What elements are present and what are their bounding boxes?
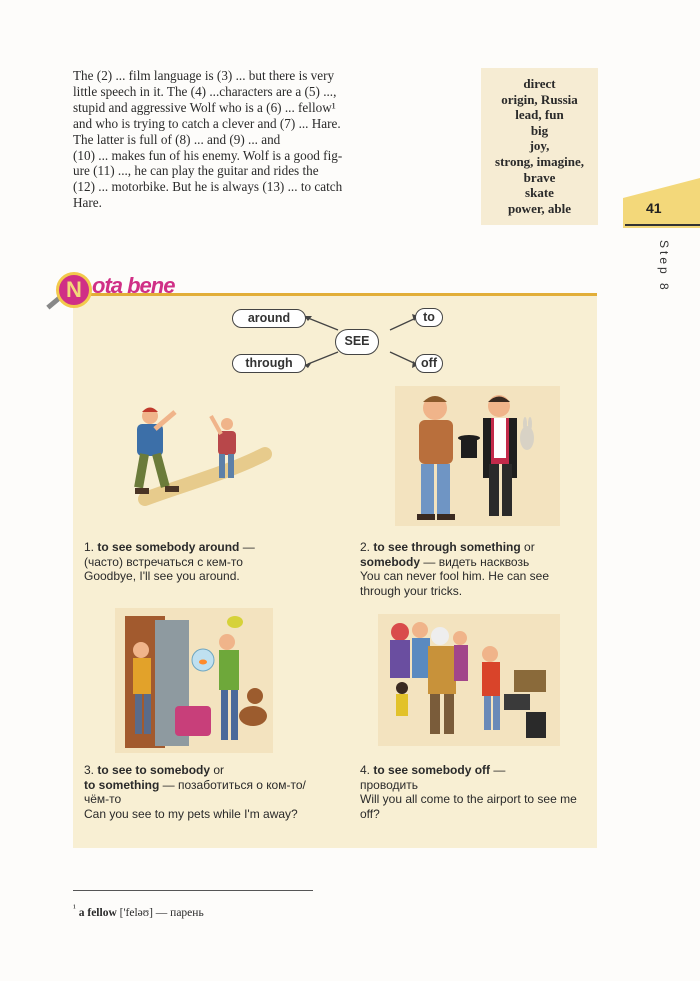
- phrase-item-1: [84, 540, 314, 584]
- footnote-term: a fellow: [78, 906, 117, 919]
- example: Will you all come to the airport to see me off?: [360, 792, 577, 822]
- translation: (часто) встречаться с кем-то: [84, 554, 243, 569]
- step-label: Step 8: [657, 240, 671, 293]
- word-item: brave: [523, 169, 556, 185]
- illustration-see-off: [378, 614, 560, 746]
- phrase-item-3: [84, 763, 312, 822]
- diagram-see: SEE: [335, 329, 379, 355]
- pets-image: [115, 608, 273, 753]
- tab-divider: [625, 224, 700, 226]
- paragraph-line: (12) ... motorbike. But he is always (13) ... to catch: [73, 179, 343, 195]
- paragraph-line: and who is trying to catch a clever and (7) ... Hare.: [73, 115, 341, 131]
- paragraph-line: Hare.: [73, 195, 102, 211]
- translation: проводить: [360, 777, 418, 792]
- phrase: to see through something: [373, 540, 521, 554]
- dash: —: [159, 777, 175, 792]
- footnote-rule: [73, 890, 313, 891]
- footnote-transcription: ['feləʊ]: [119, 906, 153, 919]
- airport-farewell-image: [378, 614, 560, 746]
- page-number: 41: [646, 200, 662, 216]
- paragraph-line: The latter is full of (8) ... and (9) ... and: [73, 131, 281, 147]
- item-number: 2.: [360, 540, 371, 554]
- example: Goodbye, I'll see you around.: [84, 569, 240, 584]
- footnote-translation: парень: [170, 906, 204, 919]
- translation: позаботиться о кoм-то/чём-то: [84, 777, 306, 807]
- item-number: 4.: [360, 763, 371, 777]
- paragraph-line: The (2) ... film language is (3) ... but there is very: [73, 68, 335, 83]
- translation: видеть насквозь: [438, 554, 530, 569]
- paragraph-line: ure (11) ..., he can play the guitar and rides the: [73, 163, 319, 179]
- phrase-item-2: [360, 540, 590, 599]
- word-item: joy,: [529, 138, 550, 154]
- phrase-alt: somebody: [360, 554, 421, 569]
- word-item: power, able: [507, 200, 572, 216]
- example: You can never fool him. He can see through your tricks.: [360, 569, 550, 599]
- word-item: lead, fun: [515, 107, 564, 123]
- nota-bene-badge: [56, 272, 92, 308]
- item-number: 3.: [84, 763, 95, 777]
- badge-letter: N: [66, 277, 82, 302]
- paragraph-line: stupid and aggressive Wolf who is a (6) ... fellow¹: [73, 99, 336, 115]
- footnote-dash: —: [152, 906, 171, 919]
- diagram-off: off: [415, 354, 443, 373]
- diagram-through: through: [232, 354, 306, 373]
- diagram-to: to: [415, 308, 443, 327]
- phrase: to see to somebody: [97, 763, 211, 777]
- passersby-image: [115, 404, 275, 514]
- item-number: 1.: [84, 540, 95, 554]
- illustration-see-to: [115, 608, 273, 753]
- phrase: to see somebody around: [97, 540, 240, 554]
- paragraph-line: little speech in it. The (4) ...characters are a (5) ...,: [73, 83, 337, 99]
- phrase: to see somebody off: [373, 763, 491, 777]
- example: Can you see to my pets while I'm away?: [84, 807, 298, 822]
- word-item: strong, imagine,: [495, 153, 584, 169]
- word-item: origin, Russia: [501, 91, 578, 107]
- footnote: [73, 903, 204, 919]
- dash: —: [420, 554, 436, 569]
- exercise-paragraph: [73, 68, 453, 211]
- phrase-item-4: [360, 763, 588, 822]
- or: or: [520, 540, 535, 554]
- dash: —: [490, 763, 506, 777]
- diagram-around: around: [232, 309, 306, 328]
- illustration-see-around: [115, 404, 275, 514]
- dash: —: [239, 540, 255, 554]
- phrase-alt: to something: [84, 777, 160, 792]
- word-item: big: [530, 122, 549, 138]
- paragraph-line: (10) ... makes fun of his enemy. Wolf is a good fig-: [73, 147, 343, 163]
- nota-bene-title: ota bene: [92, 273, 175, 298]
- word-box: [481, 68, 598, 225]
- magician-image: [395, 386, 560, 526]
- word-item: skate: [525, 185, 554, 201]
- word-item: direct: [523, 76, 556, 91]
- or: or: [210, 763, 225, 777]
- footnote-mark: ¹: [73, 903, 76, 914]
- illustration-see-through: [395, 386, 560, 526]
